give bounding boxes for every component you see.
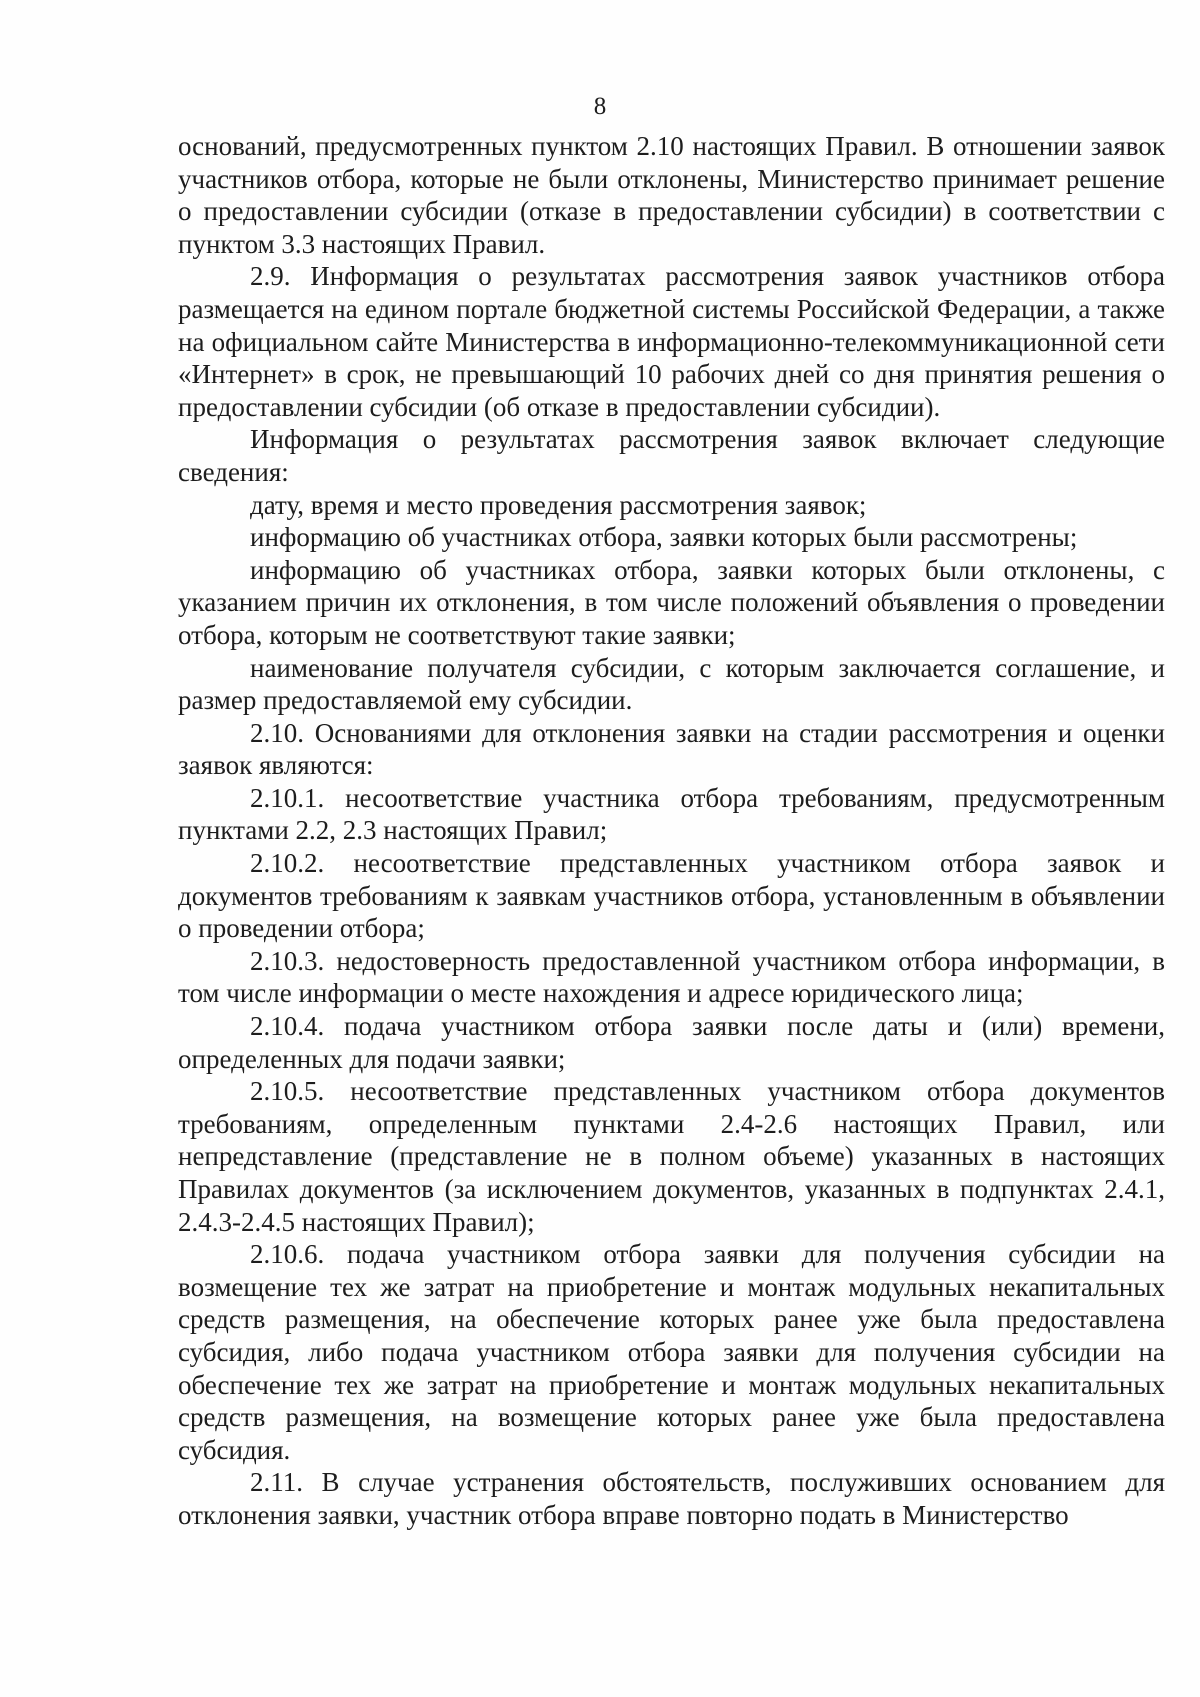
paragraph: 2.10.5. несоответствие представленных участником отбора документов требованиям, определенным пунктами 2.4-2.6 настоящих Правил, или непредставление (представление не в полном объеме) указанных в настоящих Правилах документов (за исключением документов, указанных в подпунктах 2.4.1, 2.4.3-2.4.5 настоящих Правил); bbox=[178, 1076, 1165, 1237]
paragraph: оснований, предусмотренных пунктом 2.10 настоящих Правил. В отношении заявок участников отбора, которые не были отклонены, Министерство принимает решение о предоставлении субсидии (отказе в предоставлении субсидии) в соответствии с пунктом 3.3 настоящих Правил. bbox=[178, 131, 1165, 259]
paragraph: наименование получателя субсидии, с которым заключается соглашение, и размер предоставляемой ему субсидии. bbox=[178, 652, 1165, 716]
paragraph: 2.10. Основаниями для отклонения заявки на стадии рассмотрения и оценки заявок являются: bbox=[178, 717, 1165, 781]
paragraph: 2.10.1. несоответствие участника отбора требованиям, предусмотренным пунктами 2.2, 2.3 настоящих Правил; bbox=[178, 782, 1165, 846]
paragraph: информацию об участниках отбора, заявки которых были отклонены, с указанием причин их отклонения, в том числе положений объявления о проведении отбора, которым не соответствуют такие заявки; bbox=[178, 554, 1165, 650]
paragraph: 2.10.4. подача участником отбора заявки после даты и (или) времени, определенных для подачи заявки; bbox=[178, 1011, 1165, 1074]
paragraph: информацию об участниках отбора, заявки которых были рассмотрены; bbox=[250, 522, 1078, 553]
paragraph: 2.11. В случае устранения обстоятельств, послуживших основанием для отклонения заявки, участник отбора вправе повторно подать в Министерство bbox=[178, 1467, 1165, 1530]
paragraph: Информация о результатах рассмотрения заявок включает следующие сведения: bbox=[178, 424, 1165, 487]
paragraph: 2.10.3. недостоверность предоставленной участником отбора информации, в том числе информации о месте нахождения и адресе юридического лица; bbox=[178, 945, 1165, 1009]
paragraph: 2.10.6. подача участником отбора заявки для получения субсидии на возмещение тех же затрат на приобретение и монтаж модульных некапитальных средств размещения, на обеспечение которых ранее уже была предоставлена субсидия, либо подача участником отбора заявки для получения субсидии на обеспечение тех же затрат на приобретение и монтаж модульных некапитальных средств размещения, на возмещение которых ранее уже была предоставлена субсидия. bbox=[178, 1239, 1165, 1465]
paragraph: дату, время и место проведения рассмотрения заявок; bbox=[250, 489, 867, 520]
document-body bbox=[178, 130, 1165, 1532]
paragraph: 2.10.2. несоответствие представленных участником отбора заявок и документов требованиям к заявкам участников отбора, установленным в объявлении о проведении отбора; bbox=[178, 848, 1165, 944]
page-number: 8 bbox=[593, 93, 607, 120]
paragraph: 2.9. Информация о результатах рассмотрения заявок участников отбора размещается на едином портале бюджетной системы Российской Федерации, а также на официальном сайте Министерства в информационно-телекоммуникационной сети «Интернет» в срок, не превышающий 10 рабочих дней со дня принятия решения о предоставлении субсидии (об отказе в предоставлении субсидии). bbox=[178, 261, 1165, 422]
